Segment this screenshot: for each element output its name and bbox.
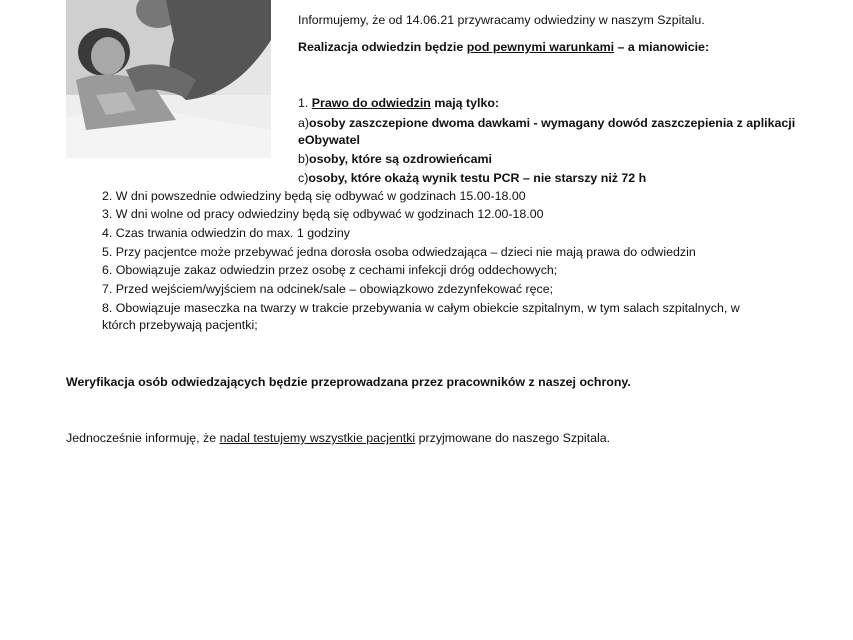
rule-1a-cont: eObywatel — [298, 133, 360, 147]
rule-1b-text: osoby, które są ozdrowieńcami — [309, 152, 492, 166]
rule-7: 7. Przed wejściem/wyjściem na odcinek/sale – obowiązkowo zdezynfekować ręce; — [102, 282, 554, 296]
testing-suffix: przyjmowane do naszego Szpitala. — [415, 431, 611, 445]
rule-6: 6. Obowiązuje zakaz odwiedzin przez osobę z cechami infekcji dróg oddechowych; — [102, 263, 558, 277]
intro-text: Informujemy, że od 14.06.21 przywracamy odwiedziny w naszym Szpitalu. — [298, 13, 705, 27]
rule-1b-letter: b) — [298, 152, 310, 166]
rule-8: 8. Obowiązuje maseczka na twarzy w trakcie przebywania w całym obiekcie szpitalnym, w tym salach szpitalnych, w — [102, 301, 740, 315]
conditions-prefix: Realizacja odwiedzin będzie — [298, 40, 467, 54]
rule-1c — [298, 171, 646, 185]
testing-line — [66, 431, 610, 445]
testing-prefix: Jednocześnie informuję, że — [66, 431, 220, 445]
conditions-underlined: pod pewnymi warunkami — [466, 40, 615, 54]
rule-1c-letter: c) — [298, 171, 309, 185]
conditions-line — [298, 40, 709, 54]
rule-1-rest: mają tylko: — [430, 96, 500, 110]
conditions-suffix: – a mianowicie: — [614, 40, 710, 54]
rule-4: 4. Czas trwania odwiedzin do max. 1 godziny — [102, 226, 350, 240]
rule-1a-letter: a) — [298, 116, 310, 130]
hospital-visit-photo — [66, 0, 271, 158]
rule-1a — [298, 116, 795, 130]
testing-underlined: nadal testujemy wszystkie pacjentki — [219, 431, 416, 445]
rule-1a-text: osoby zaszczepione dwoma dawkami - wymagany dowód zaszczepienia z aplikacji — [309, 116, 796, 130]
rule-1 — [298, 96, 499, 110]
rule-8-cont: którch przebywają pacjentki; — [102, 318, 258, 332]
rule-2: 2. W dni powszednie odwiedziny będą się odbywać w godzinach 15.00-18.00 — [102, 189, 526, 203]
rule-1b — [298, 152, 492, 166]
rule-5: 5. Przy pacjentce może przebywać jedna dorosła osoba odwiedzająca – dzieci nie mają prawa do odwiedzin — [102, 245, 696, 259]
rule-1-underlined: Prawo do odwiedzin — [311, 96, 431, 110]
rule-1-number: 1. — [298, 96, 312, 110]
rule-3: 3. W dni wolne od pracy odwiedziny będą się odbywać w godzinach 12.00-18.00 — [102, 207, 544, 221]
rule-1c-text: osoby, które okażą wynik testu PCR – nie starszy niż 72 h — [308, 171, 647, 185]
verification-text: Weryfikacja osób odwiedzających będzie przeprowadzana przez pracowników z naszej ochrony. — [66, 375, 631, 389]
